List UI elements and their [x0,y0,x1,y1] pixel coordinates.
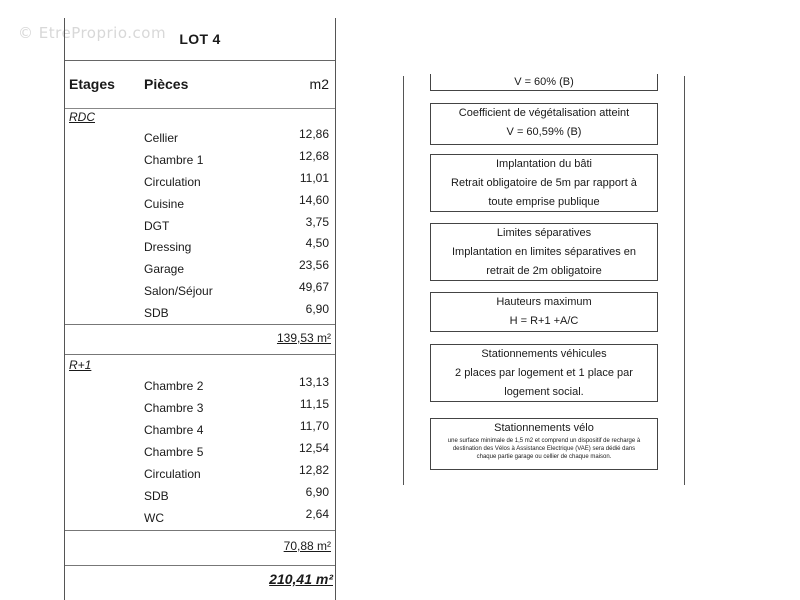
level-label-rdc: RDC [69,110,95,124]
room-area: 6,90 [305,302,329,316]
rule-box-line: V = 60% (B) [514,76,574,88]
rule-box-line: logement social. [504,386,584,398]
room-name: Chambre 4 [144,423,204,437]
watermark: © EtreProprio.com [18,24,167,42]
rule-box-line: V = 60,59% (B) [506,126,582,138]
room-name: Cuisine [144,197,185,211]
header-etages: Etages [69,76,115,92]
room-area: 3,75 [305,215,329,229]
subtotal-row-rdc [65,324,335,355]
room-area: 4,50 [305,236,329,250]
room-name: Circulation [144,175,201,189]
rule-box-line: retrait de 2m obligatoire [486,265,602,277]
room-area: 11,70 [299,419,329,433]
rule-box-title: Coefficient de végétalisation atteint [458,107,630,119]
rule-box-line: H = R+1 +A/C [509,315,579,327]
rule-box-title: Stationnements véhicules [481,348,607,360]
room-name: Garage [144,262,185,276]
rule-box-title: Implantation du bâti [495,158,592,170]
room-name: WC [144,511,164,525]
rule-box-stationnement-vehicules [430,344,658,402]
room-area: 6,90 [305,485,329,499]
rule-box-line: toute emprise publique [488,196,600,208]
rule-box-stationnement-velo [430,418,658,470]
room-area: 12,68 [298,149,329,163]
rule-box-title: Stationnements vélo [494,422,594,434]
room-name: Cellier [144,131,179,145]
lot-title: LOT 4 [65,18,335,61]
rule-box-hauteurs [430,292,658,332]
room-name: SDB [144,489,169,503]
room-area: 12,54 [298,441,329,455]
subtotal-row-r1 [65,530,335,566]
lot-area-sheet [64,18,336,600]
room-area: 12,86 [298,127,329,141]
room-area: 11,01 [299,171,329,185]
rule-box-implantation [430,154,658,212]
room-area: 11,15 [299,397,329,411]
header-m2: m2 [309,76,329,92]
room-name: Chambre 2 [144,379,204,393]
rule-box-line: Implantation en limites séparatives en [451,246,637,258]
subtotal-r1: 70,88 m² [283,539,331,553]
rule-box-line: Retrait obligatoire de 5m par rapport à [451,177,637,189]
level-label-r1: R+1 [69,358,92,372]
room-name: Salon/Séjour [144,284,213,298]
room-name: Chambre 5 [144,445,204,459]
room-area: 23,56 [298,258,329,272]
room-area: 14,60 [298,193,329,207]
rule-box-limites [430,223,658,281]
rule-box-line: 2 places par logement et 1 place par [455,367,633,379]
grand-total: 210,41 m² [269,571,333,587]
room-name: DGT [144,219,170,233]
room-area: 12,82 [298,463,329,477]
room-name: SDB [144,306,169,320]
rule-box-title: Hauteurs maximum [496,296,592,308]
room-area: 2,64 [305,507,329,521]
room-area: 49,67 [298,280,329,294]
urban-rules-sheet [403,76,685,485]
rule-box-vegetalisation [430,103,658,145]
room-name: Chambre 3 [144,401,204,415]
rule-box-coefficient-required [430,74,658,91]
rule-box-small-line: une surface minimale de 1,5 m2 et comprend un dispositif de recharge à [447,438,641,444]
room-name: Dressing [144,240,192,254]
rule-box-small-line: chaque partie garage ou cellier de chaque maison. [476,454,612,460]
room-name: Circulation [144,467,201,481]
rule-box-small-line: destination des Vélos à Assistance Electrique (VAE) sera dédié dans [452,446,636,452]
room-name: Chambre 1 [144,153,204,167]
subtotal-rdc: 139,53 m² [276,331,331,345]
header-divider [65,108,335,109]
room-area: 13,13 [298,375,329,389]
rule-box-title: Limites séparatives [496,227,592,239]
header-pieces: Pièces [144,76,189,92]
